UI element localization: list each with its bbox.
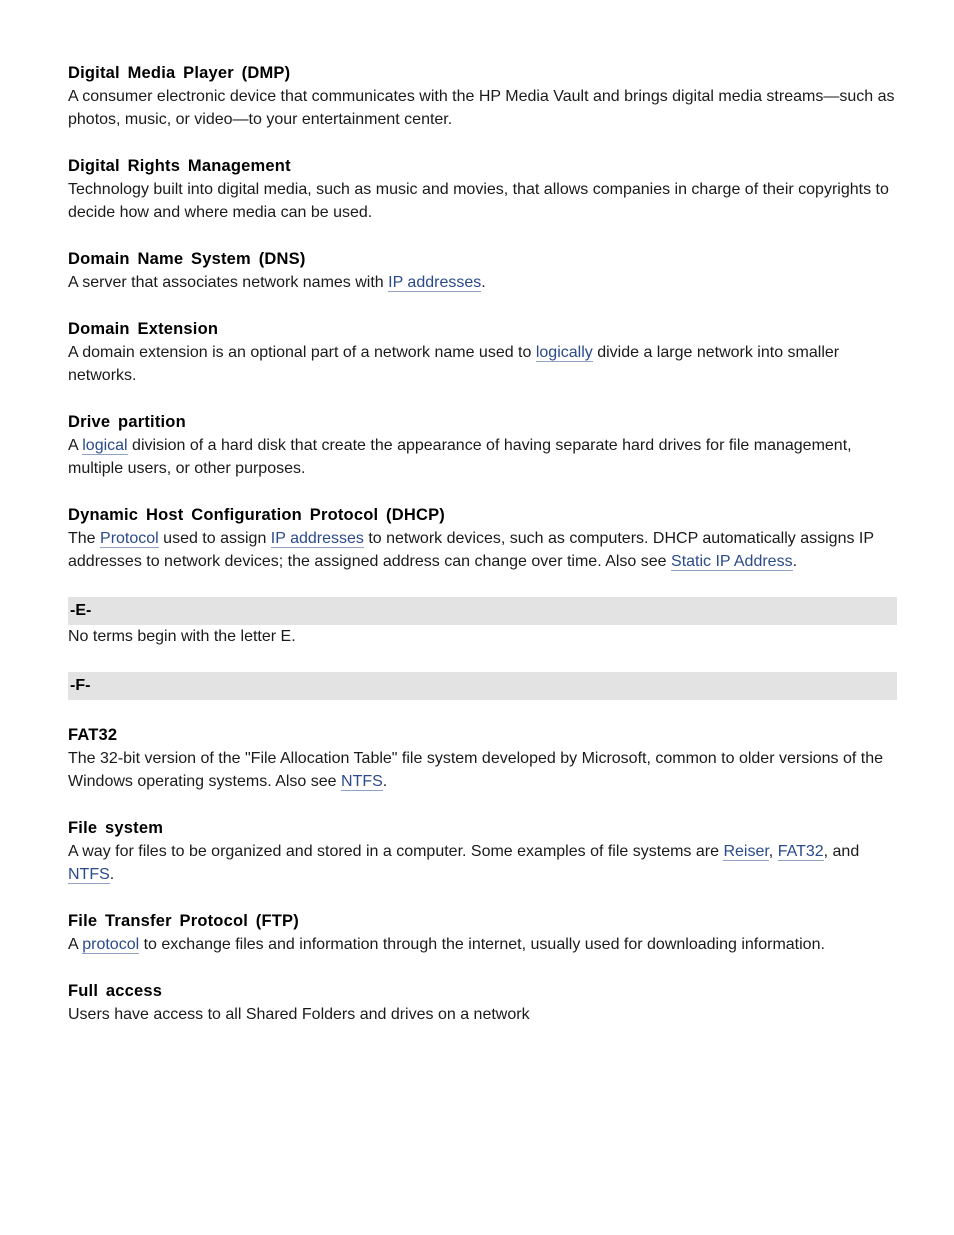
glossary-term: Drive partition	[68, 413, 186, 431]
glossary-link-static-ip-address[interactable]: Static IP Address	[671, 553, 793, 570]
glossary-definition	[68, 434, 897, 480]
glossary-list-f	[68, 700, 897, 1026]
entry-gap	[68, 480, 897, 504]
glossary-definition	[68, 85, 897, 131]
definition-text: A server that associates network names with	[68, 274, 389, 291]
section-gap	[68, 648, 897, 672]
section-gap	[68, 573, 897, 597]
glossary-definition	[68, 1003, 897, 1026]
glossary-entry-dynamic-host-configuration-protocol-dhcp	[68, 504, 897, 573]
definition-text: , and	[823, 843, 860, 860]
definition-text: to exchange files and information through the internet, usually used for downloading information.	[139, 936, 825, 953]
entry-gap	[68, 956, 897, 980]
glossary-term: Domain Extension	[68, 320, 219, 338]
entry-gap	[68, 387, 897, 411]
entry-gap	[68, 131, 897, 155]
entry-gap	[68, 793, 897, 817]
glossary-term: File Transfer Protocol (FTP)	[68, 912, 299, 930]
glossary-term: Digital Media Player (DMP)	[68, 64, 291, 82]
definition-text: A way for files to be organized and stored in a computer. Some examples of file systems are	[68, 843, 724, 860]
entry-gap	[68, 700, 897, 724]
glossary-entry-file-transfer-protocol-ftp	[68, 910, 897, 956]
definition-text: A	[68, 437, 83, 454]
glossary-definition	[68, 840, 897, 886]
glossary-entry-drive-partition	[68, 411, 897, 480]
definition-text: .	[481, 274, 486, 291]
glossary-entry-full-access	[68, 980, 897, 1026]
definition-text: ,	[768, 843, 778, 860]
glossary-definition	[68, 341, 897, 387]
glossary-link-protocol[interactable]: protocol	[82, 936, 140, 953]
glossary-definition	[68, 178, 897, 224]
glossary-term: Digital Rights Management	[68, 157, 291, 175]
definition-text: to network devices, such as computers. DHCP automatically assigns IP addresses to network devices; the assigned address can change over time. Also see	[68, 530, 874, 570]
entry-gap	[68, 886, 897, 910]
entry-gap	[68, 224, 897, 248]
letter-e-note: No terms begin with the letter E.	[68, 628, 296, 645]
glossary-entry-digital-rights-management	[68, 155, 897, 224]
entry-gap	[68, 294, 897, 318]
letter-heading-f: -F-	[68, 672, 897, 700]
definition-text: .	[109, 866, 115, 883]
definition-text: division of a hard disk that create the appearance of having separate hard drives for file management, multiple users, or other purposes.	[68, 437, 852, 477]
definition-text: The 32-bit version of the "File Allocation Table" file system developed by Microsoft, common to older versions of the Windows operating systems. Also see	[68, 750, 884, 790]
glossary-link-protocol[interactable]: Protocol	[100, 530, 159, 547]
glossary-definition	[68, 747, 897, 793]
letter-heading-e: -E-	[68, 597, 897, 625]
glossary-link-ip-addresses[interactable]: IP addresses	[270, 530, 364, 547]
glossary-link-fat32[interactable]: FAT32	[777, 843, 824, 860]
glossary-term: FAT32	[68, 726, 118, 744]
definition-text: used to assign	[158, 530, 271, 547]
glossary-definition	[68, 271, 897, 294]
glossary-entry-domain-name-system-dns	[68, 248, 897, 294]
glossary-link-ntfs[interactable]: NTFS	[341, 773, 383, 790]
glossary-link-logically[interactable]: logically	[535, 344, 593, 361]
glossary-definition	[68, 933, 897, 956]
definition-text: A consumer electronic device that communicates with the HP Media Vault and brings digital media streams—such as photos, music, or video—to your entertainment center.	[68, 88, 895, 128]
glossary-term: File system	[68, 819, 164, 837]
definition-text: A domain extension is an optional part of a network name used to	[68, 344, 536, 361]
glossary-term: Dynamic Host Configuration Protocol (DHCP)	[68, 506, 445, 524]
definition-text: .	[792, 553, 798, 570]
glossary-term: Full access	[68, 982, 163, 1000]
glossary-term: Domain Name System (DNS)	[68, 250, 306, 268]
definition-text: .	[382, 773, 388, 790]
glossary-link-logical[interactable]: logical	[82, 437, 128, 454]
glossary-entry-domain-extension	[68, 318, 897, 387]
definition-text: A	[68, 936, 83, 953]
glossary-link-ip-addresses[interactable]: IP addresses	[388, 274, 482, 291]
glossary-link-ntfs[interactable]: NTFS	[68, 866, 110, 883]
glossary-entry-file-system	[68, 817, 897, 886]
definition-text: Technology built into digital media, such as music and movies, that allows companies in charge of their copyrights to decide how and where media can be used.	[68, 181, 889, 221]
glossary-page	[68, 62, 897, 1026]
definition-text: The	[68, 530, 101, 547]
glossary-definition	[68, 527, 897, 573]
glossary-entry-digital-media-player-dmp	[68, 62, 897, 131]
definition-text: divide a large network into smaller networks.	[68, 344, 840, 384]
glossary-link-reiser[interactable]: Reiser	[723, 843, 769, 860]
glossary-entry-fat32	[68, 724, 897, 793]
glossary-list-d	[68, 62, 897, 573]
definition-text: Users have access to all Shared Folders and drives on a network	[68, 1006, 530, 1023]
